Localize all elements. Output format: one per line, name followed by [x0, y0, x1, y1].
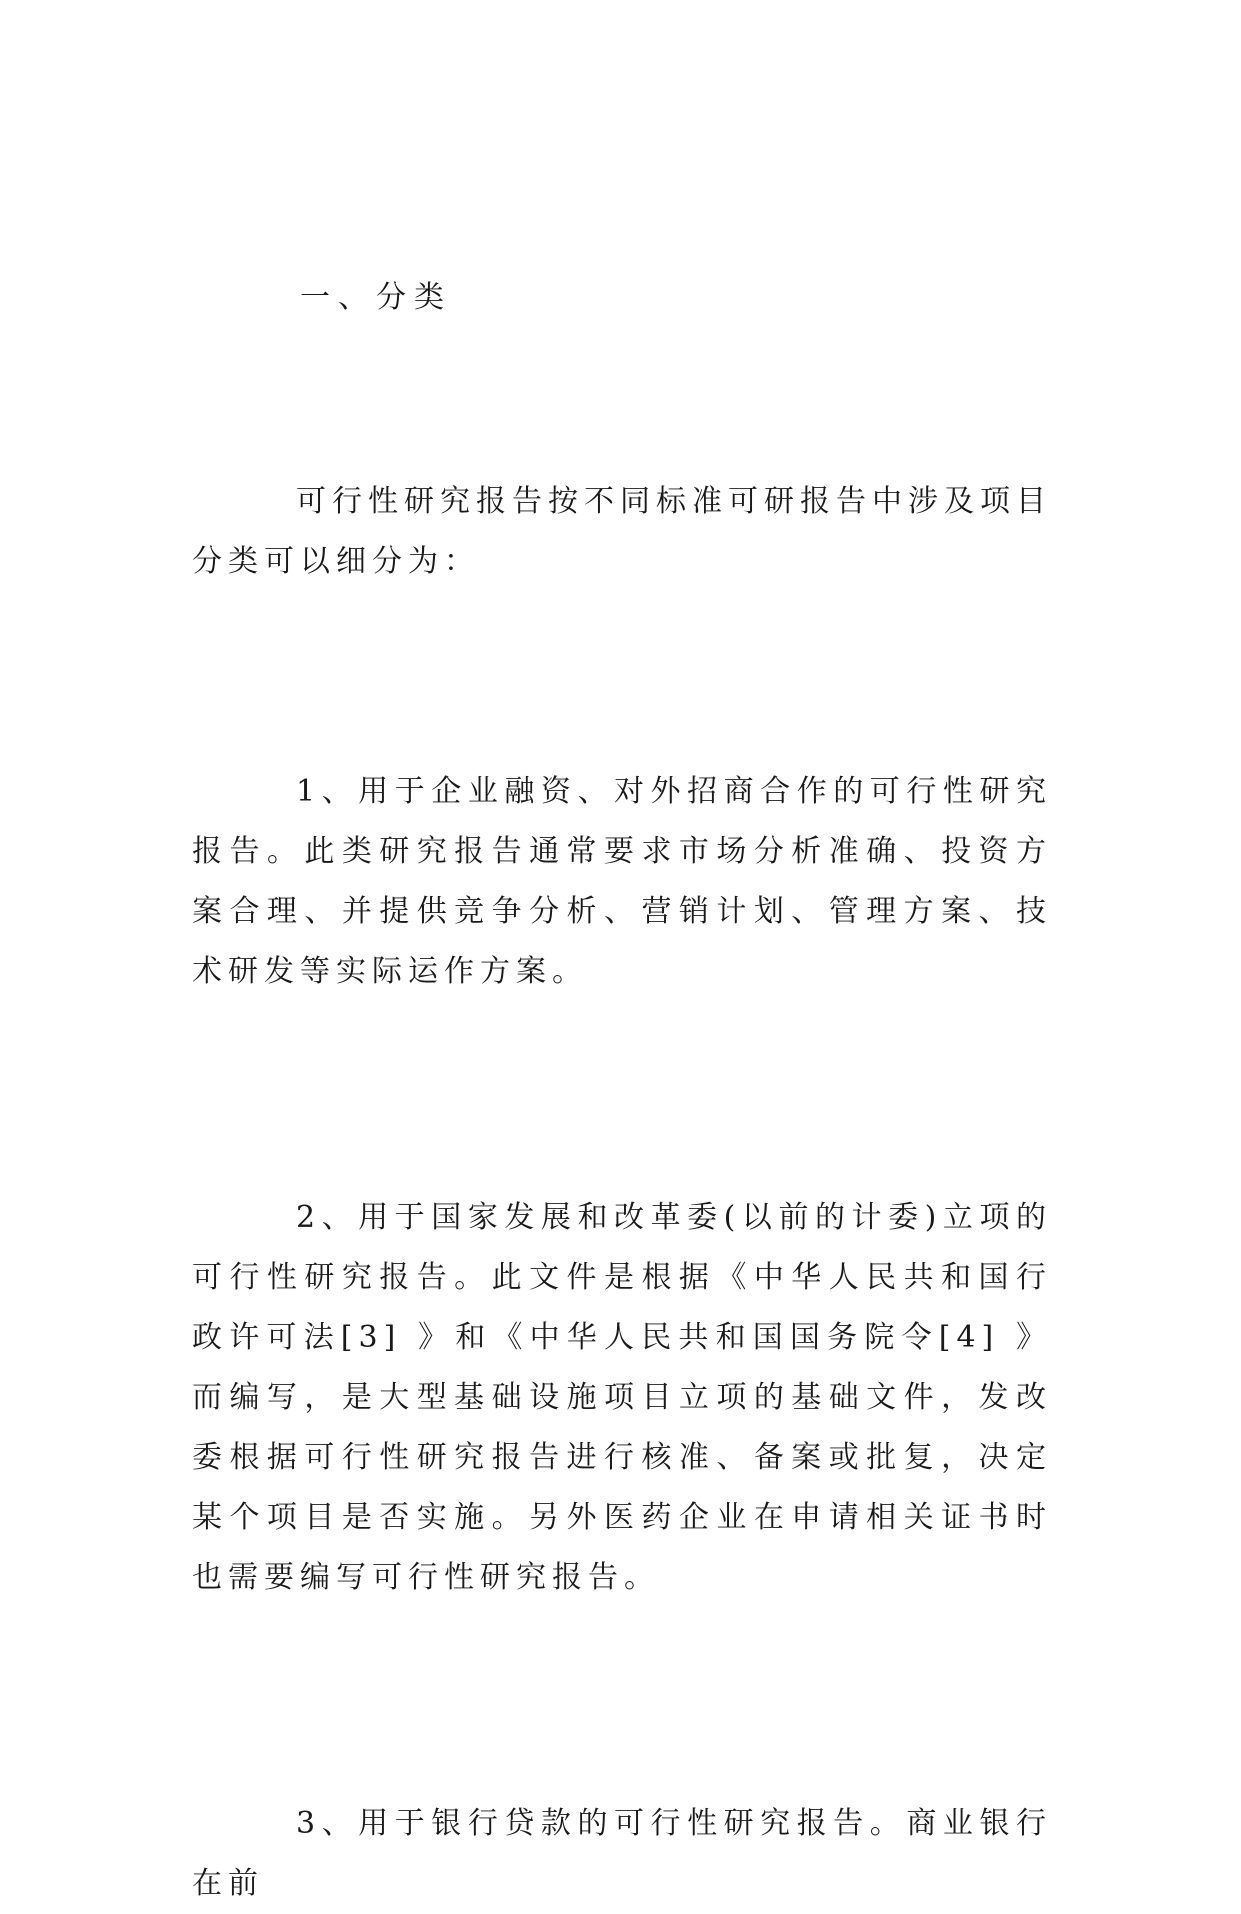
document-body — [192, 268, 1052, 1914]
paragraph-item-2: 2、用于国家发展和改革委(以前的计委)立项的可行性研究报告。此文件是根据《中华人民共和国行政许可法[3] 》和《中华人民共和国国务院令[4] 》而编写，是大型基础设施项目立项的基础文件，发改委根据可行性研究报告进行核准、备案或批复，决定某个项目是否实施。另外医药企业在申请相关证书时也需要编写可行性研究报告。 — [192, 1200, 1052, 1595]
spacer — [192, 1608, 1052, 1794]
spacer — [192, 328, 1052, 472]
spacer — [192, 1002, 1052, 1188]
section-heading: 一、分类 — [300, 280, 452, 315]
paragraph-intro: 可行性研究报告按不同标准可研报告中涉及项目分类可以细分为： — [192, 484, 1052, 579]
paragraph-item-1: 1、用于企业融资、对外招商合作的可行性研究报告。此类研究报告通常要求市场分析准确、投资方案合理、并提供竞争分析、营销计划、管理方案、技术研发等实际运作方案。 — [192, 774, 1052, 989]
paragraph-item-3: 3、用于银行贷款的可行性研究报告。商业银行在前 — [192, 1806, 1052, 1901]
spacer — [192, 592, 1052, 762]
